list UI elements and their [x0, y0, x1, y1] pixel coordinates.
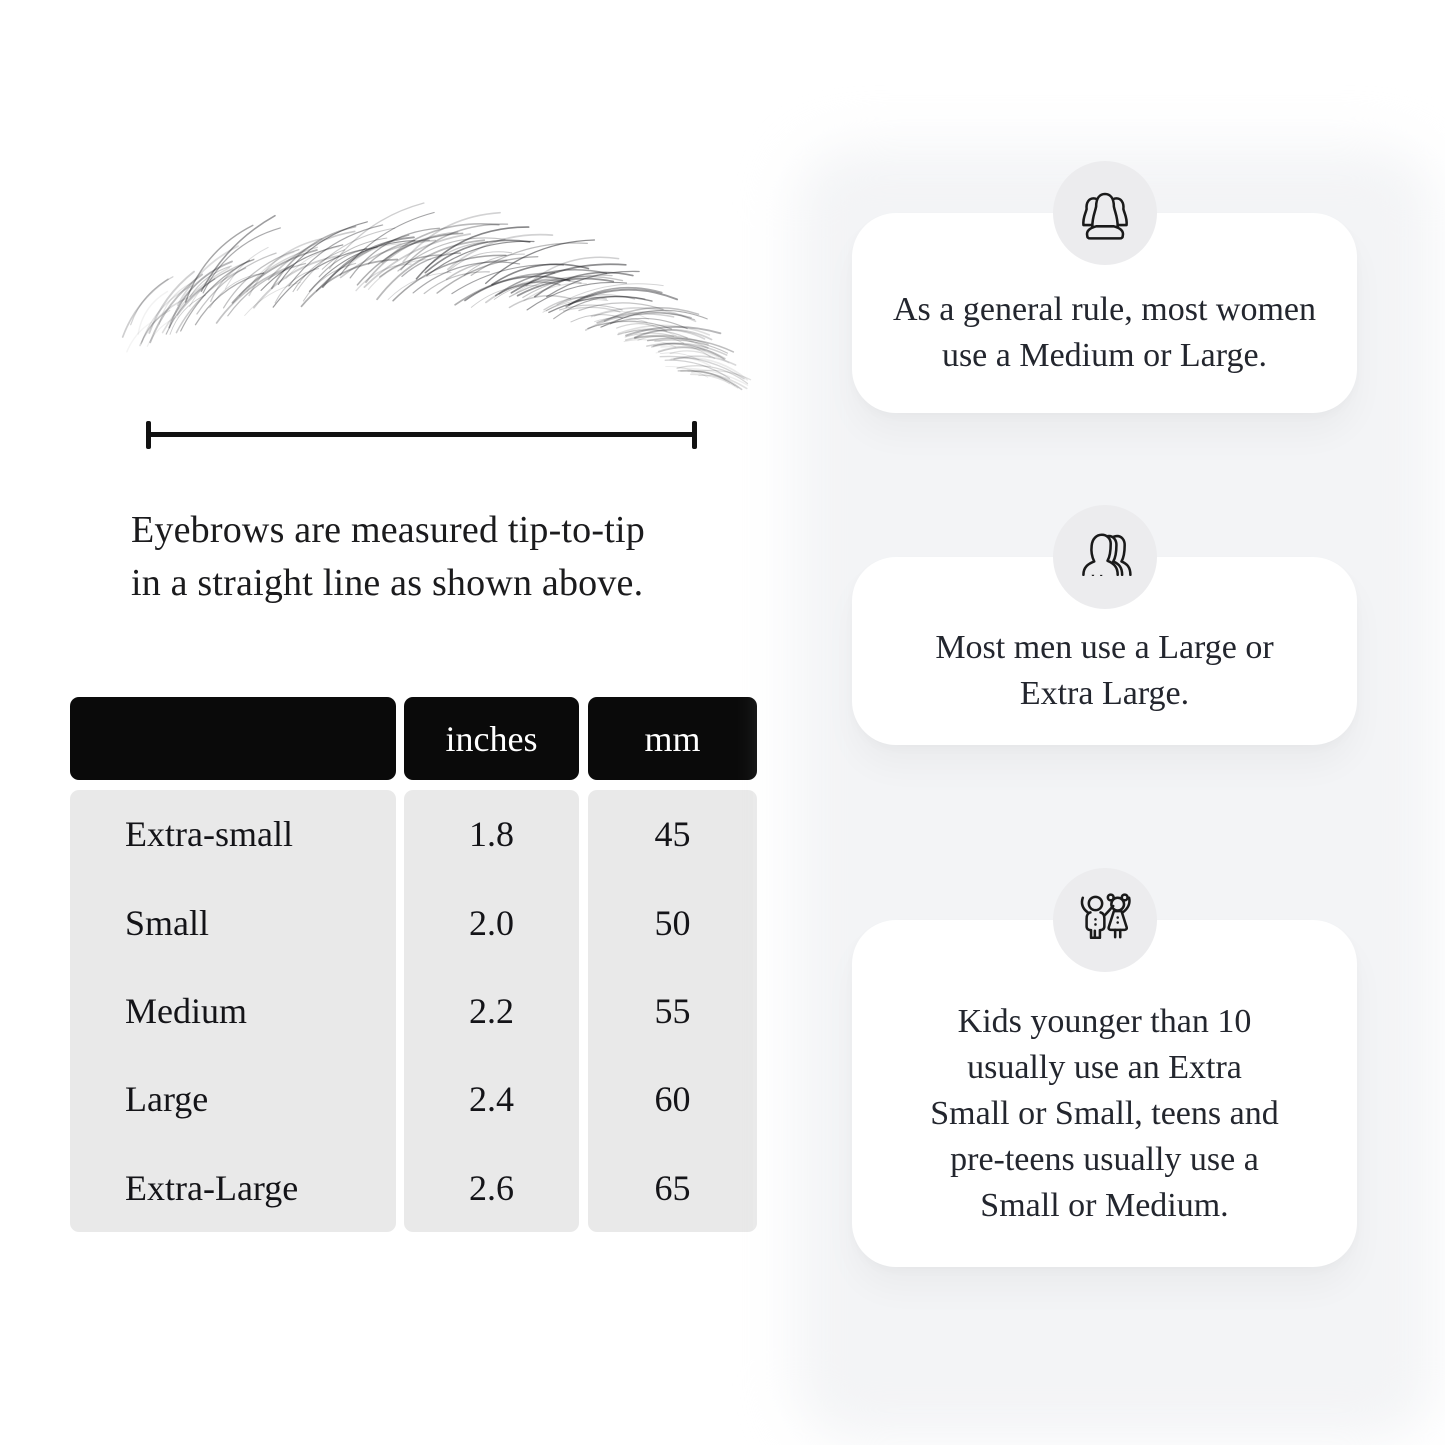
- mm-column: [588, 790, 757, 1232]
- table-cell-mm: 50: [654, 902, 691, 943]
- table-cell-inches: 2.2: [469, 990, 514, 1031]
- info-card-kids: [852, 920, 1357, 1267]
- caption-line-2: in a straight line as shown above.: [131, 562, 644, 604]
- card-text-men: [872, 615, 1337, 727]
- header-cell-mm: mm: [588, 697, 757, 780]
- card-text-line: pre-teens usually use a: [950, 1140, 1259, 1178]
- measure-bar: [146, 432, 697, 437]
- table-row-label: Medium: [125, 990, 247, 1031]
- info-card-women: [852, 213, 1357, 413]
- card-text-line: usually use an Extra: [967, 1048, 1242, 1086]
- table-cell-inches: 2.6: [469, 1167, 514, 1208]
- size-table-body: [70, 790, 758, 1232]
- table-row-label: Extra-small: [125, 814, 293, 855]
- measure-endcap-right: [692, 421, 697, 449]
- size-table-header: [70, 697, 758, 780]
- men-icon-badge: [1053, 505, 1157, 609]
- table-cell-inches: 2.0: [469, 902, 514, 943]
- card-text-women: [872, 271, 1337, 395]
- women-icon: [1072, 180, 1138, 246]
- card-text-line: use a Medium or Large.: [941, 337, 1268, 374]
- card-text-line: Extra Large.: [1019, 675, 1190, 712]
- kids-icon: [1072, 887, 1138, 953]
- measurement-line: [146, 421, 697, 449]
- caption-line-1: Eyebrows are measured tip-to-tip: [131, 509, 645, 551]
- table-cell-mm: 55: [654, 990, 691, 1031]
- card-text-line: Small or Medium.: [980, 1186, 1229, 1224]
- table-row-label: Extra-Large: [125, 1167, 299, 1208]
- card-text-line: Small or Small, teens and: [930, 1094, 1279, 1132]
- header-cell-inches: inches: [404, 697, 579, 780]
- inches-column: [404, 790, 579, 1232]
- kids-icon-badge: [1053, 868, 1157, 972]
- women-icon-badge: [1053, 161, 1157, 265]
- measurement-caption: [131, 504, 645, 610]
- size-name-column: [70, 790, 396, 1232]
- table-cell-inches: 2.4: [469, 1079, 514, 1120]
- table-cell-mm: 65: [654, 1167, 691, 1208]
- eyebrow-illustration: [100, 222, 720, 407]
- size-table: [70, 697, 758, 1232]
- table-row-label: Small: [125, 902, 210, 943]
- table-cell-mm: 60: [654, 1079, 691, 1120]
- card-text-line: Most men use a Large or: [935, 629, 1274, 666]
- card-text-line: As a general rule, most women: [893, 291, 1316, 328]
- men-icon: [1072, 524, 1138, 590]
- header-cell-blank: [70, 697, 396, 780]
- table-cell-inches: 1.8: [469, 814, 514, 855]
- table-cell-mm: 45: [654, 814, 691, 855]
- card-text-line: Kids younger than 10: [957, 1002, 1252, 1040]
- table-row-label: Large: [125, 1079, 209, 1120]
- info-card-men: [852, 557, 1357, 745]
- card-text-kids: [872, 978, 1337, 1249]
